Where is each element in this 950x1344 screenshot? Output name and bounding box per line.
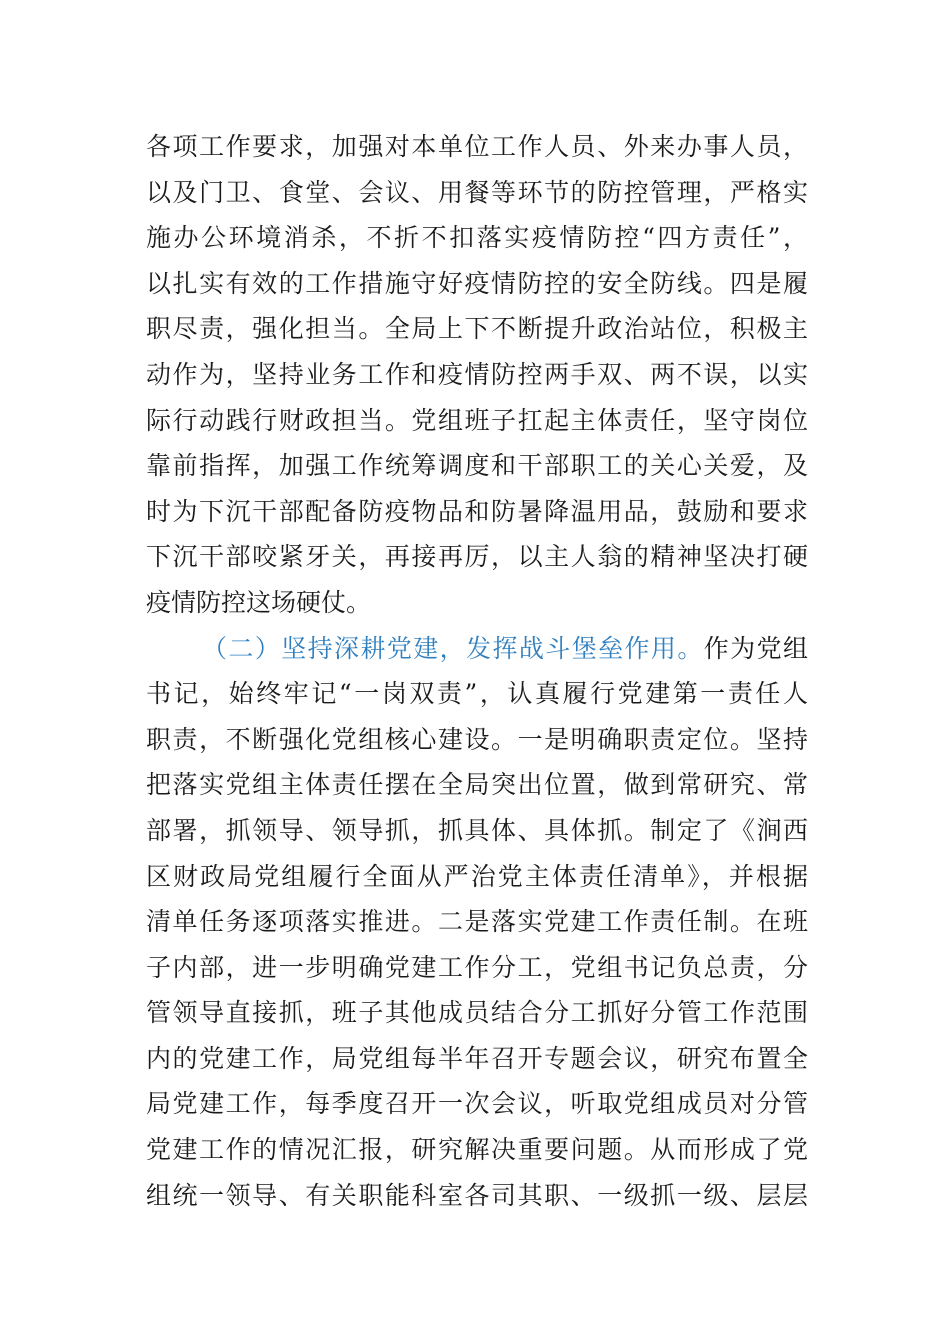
text-line: 疫情防控这场硬仗。 <box>146 587 372 617</box>
text-line: 内的党建工作，局党组每半年召开专题会议，研究布置全 <box>146 1043 808 1073</box>
text-line: 以及门卫、食堂、会议、用餐等环节的防控管理，严格实 <box>146 177 808 207</box>
text-line: 把落实党组主体责任摆在全局突出位置，做到常研究、常 <box>146 770 808 800</box>
text-line: 施办公环境消杀，不折不扣落实疫情防控“四方责任”， <box>146 223 808 253</box>
section-heading: （二）坚持深耕党建，发挥战斗堡垒作用。 <box>202 633 704 663</box>
text-line: 书记，始终牢记“一岗双责”，认真履行党建第一责任人 <box>146 679 808 709</box>
body-text <box>146 124 808 1218</box>
text-line: 各项工作要求，加强对本单位工作人员、外来办事人员， <box>146 132 808 161</box>
text-line: 下沉干部咬紧牙关，再接再厉，以主人翁的精神坚决打硬 <box>146 542 808 572</box>
text-line: 靠前指挥，加强工作统筹调度和干部职工的关心关爱，及 <box>146 451 808 481</box>
text-line: 时为下沉干部配备防疫物品和防暑降温用品，鼓励和要求 <box>146 496 808 526</box>
text-line: 际行动践行财政担当。党组班子扛起主体责任，坚守岗位 <box>146 405 808 435</box>
text-line: 组统一领导、有关职能科室各司其职、一级抓一级、层层 <box>146 1180 808 1210</box>
text-line: 部署，抓领导、领导抓，抓具体、具体抓。制定了《涧西 <box>146 815 808 845</box>
text-line: 子内部，进一步明确党建工作分工，党组书记负总责，分 <box>146 952 808 982</box>
text-line: 动作为，坚持业务工作和疫情防控两手双、两不误，以实 <box>146 359 808 389</box>
text-line: 职尽责，强化担当。全局上下不断提升政治站位，积极主 <box>146 314 808 344</box>
text-line: 以扎实有效的工作措施守好疫情防控的安全防线。四是履 <box>146 268 808 298</box>
text-line: 管领导直接抓，班子其他成员结合分工抓好分管工作范围 <box>146 998 808 1028</box>
text-line: 局党建工作，每季度召开一次会议，听取党组成员对分管 <box>146 1089 808 1119</box>
text-line: 党建工作的情况汇报，研究解决重要问题。从而形成了党 <box>146 1135 808 1165</box>
text-line: 职责，不断强化党组核心建设。一是明确职责定位。坚持 <box>146 724 808 754</box>
section-first-line <box>146 626 808 672</box>
text-line: 清单任务逐项落实推进。二是落实党建工作责任制。在班 <box>146 907 808 937</box>
text-line: 区财政局党组履行全面从严治党主体责任清单》，并根据 <box>146 861 808 891</box>
section-first-line-rest: 作为党组 <box>703 633 808 663</box>
